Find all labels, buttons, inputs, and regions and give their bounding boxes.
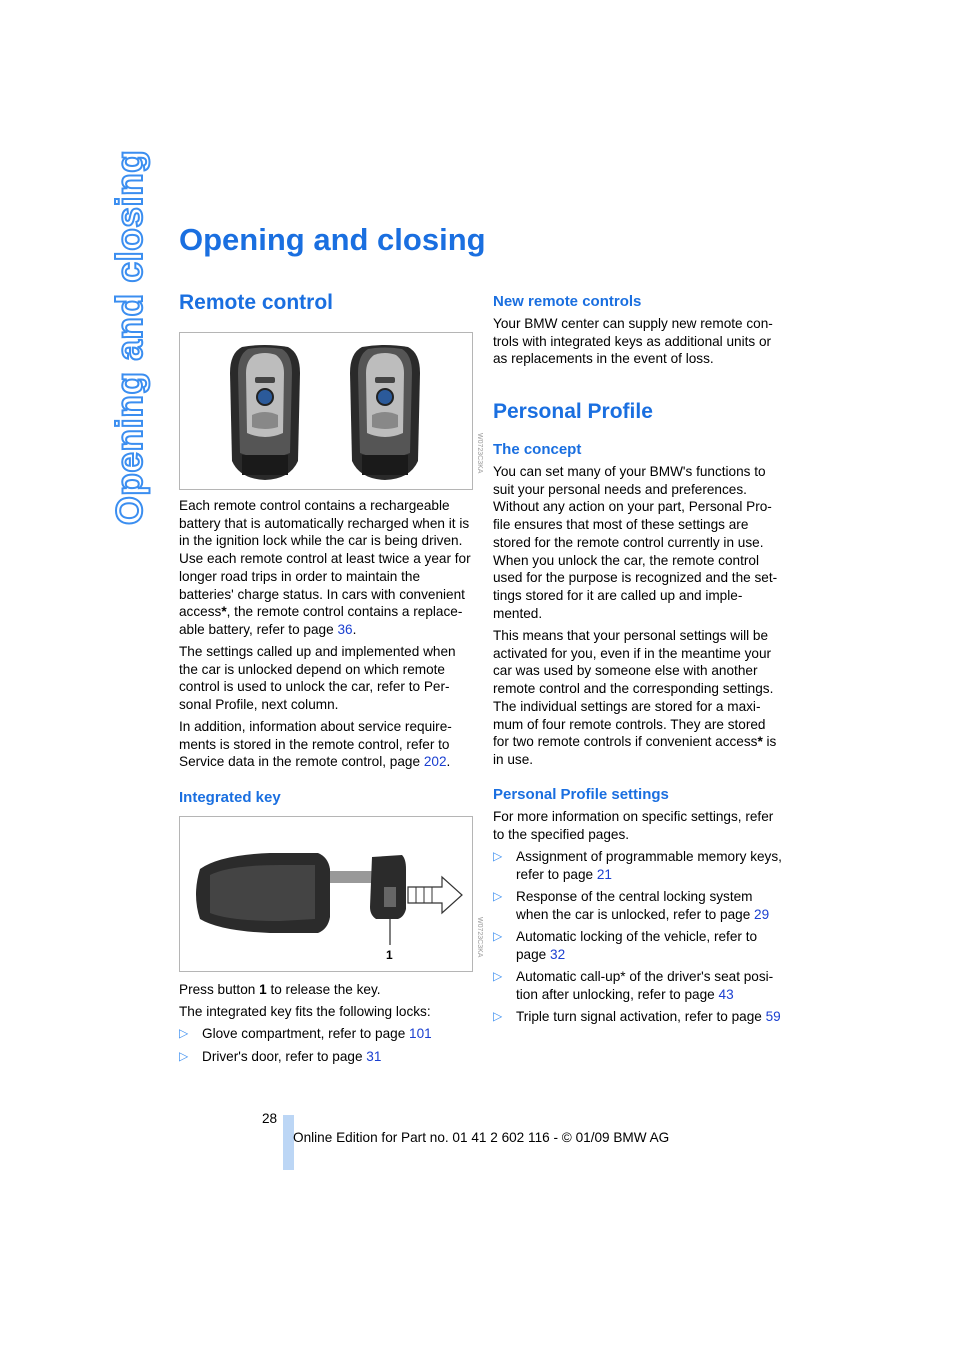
list-item-text: Automatic locking of the vehicle, refer to page 32 <box>516 929 758 962</box>
paragraph-text: , the remote control contains a replace-able battery, refer to page <box>179 604 463 637</box>
paragraph-text: to release the key. <box>266 982 381 997</box>
bullet-arrow-icon: ▷ <box>493 849 503 863</box>
side-tab-label: Opening and closing <box>109 149 150 525</box>
page-link[interactable]: 59 <box>765 1009 781 1024</box>
integrated-key-heading: Integrated key <box>179 789 281 806</box>
page-link[interactable]: 21 <box>596 866 612 882</box>
bullet-arrow-icon: ▷ <box>179 1026 189 1040</box>
list-item-text: Automatic call-up* of the driver's seat posi-tion after unlocking, refer to page 43 <box>516 969 774 1002</box>
page-link[interactable]: 29 <box>754 906 770 922</box>
profile-settings-intro: For more information on specific settings, refer to the specified pages. <box>493 809 774 842</box>
list-item-text: Assignment of programmable memory keys, refer to page 21 <box>516 849 782 882</box>
remote-control-paragraph-1: Each remote control contains a rechargeable battery that is automatically recharged when it is in the ignition lock while the car is being driven. Use each remote control at least twice a year for longer road trips in order to maintain the batteries' charge status. In cars with convenient access*, the remote control contains a replace-able battery, refer to page 36. <box>179 498 471 637</box>
page-link[interactable]: 36 <box>337 621 353 637</box>
concept-paragraph-1: You can set many of your BMW's functions to suit your personal needs and preferences. Without any action on your part, Personal Pro-file ensures that most of these settings are stored for the remote control currently in use. When you unlock the car, the remote control used for the purpose is recognized and the set-tings stored for it are called up and imple-mented. <box>493 464 778 621</box>
remote-key-left <box>230 345 300 480</box>
figure-code: W0723C3KA <box>476 433 483 474</box>
remote-control-paragraph-2: The settings called up and implemented when the car is unlocked depend on which remote control is used to unlock the car, refer to Per-sonal Profile, next column. <box>179 644 456 713</box>
integrated-key-figure <box>179 816 483 972</box>
profile-settings-heading: Personal Profile settings <box>493 786 669 803</box>
side-tab <box>108 149 152 525</box>
bullet-arrow-icon: ▷ <box>179 1049 189 1063</box>
page-number: 28 <box>262 1111 278 1126</box>
personal-profile-heading: Personal Profile <box>493 400 653 423</box>
bullet-arrow-icon: ▷ <box>493 889 503 903</box>
paragraph-text: This means that your personal settings will be activated for you, even if in the meantime your car was used by someone else with another remote control and the corresponding settings. The individual settings are stored for a maxi-mum of four remote controls. They are stored for two remote controls if convenient access <box>493 628 774 750</box>
remote-key-right <box>350 345 420 480</box>
bullet-arrow-icon: ▷ <box>493 1009 503 1023</box>
bullet-arrow-icon: ▷ <box>493 969 503 983</box>
new-remote-controls-heading: New remote controls <box>493 293 642 310</box>
page-link[interactable]: 202 <box>423 754 447 770</box>
page-link[interactable]: 32 <box>550 946 566 962</box>
list-item-text: Triple turn signal activation, refer to page 59 <box>516 1009 781 1024</box>
asterisk: * <box>221 604 227 620</box>
list-item-text: Driver's door, refer to page 31 <box>202 1049 382 1064</box>
locks-intro: The integrated key fits the following locks: <box>179 1004 431 1019</box>
list-item-text: Glove compartment, refer to page 101 <box>202 1026 432 1041</box>
paragraph-text: In addition, information about service require-ments is stored in the remote control, refer to Service data in the remote control, page <box>179 719 452 770</box>
integrated-key-illustration <box>180 817 472 971</box>
remote-control-paragraph-3: In addition, information about service require-ments is stored in the remote control, refer to Service data in the remote control, page 202. <box>179 719 452 770</box>
footer-text: Online Edition for Part no. 01 41 2 602 116 - © 01/09 BMW AG <box>293 1130 670 1145</box>
remote-control-heading: Remote control <box>179 291 334 314</box>
asterisk: * <box>757 734 763 750</box>
remote-keys-illustration <box>180 333 472 489</box>
bullet-arrow-icon: ▷ <box>493 929 503 943</box>
page-title: Opening and closing <box>179 222 486 257</box>
page-link[interactable]: 43 <box>718 986 734 1002</box>
concept-paragraph-2 <box>493 627 785 769</box>
concept-heading: The concept <box>493 441 582 458</box>
press-button-text <box>179 981 471 999</box>
new-remote-controls-text: Your BMW center can supply new remote con-trols with integrated keys as additional units or as replacements in the event of loss. <box>493 316 773 367</box>
button-callout: 1 <box>386 948 393 962</box>
paragraph-text: is in use. <box>493 734 777 767</box>
paragraph-text: Press button <box>179 982 260 997</box>
figure-code: W0723C3KA <box>476 917 483 958</box>
page-link[interactable]: 101 <box>409 1026 432 1041</box>
list-item-text: Response of the central locking system when the car is unlocked, refer to page 29 <box>516 889 770 922</box>
paragraph-text: Each remote control contains a rechargeable battery that is automatically recharged when it is in the ignition lock while the car is being driven. Use each remote control at least twice a year for longer road trips in order to maintain the batteries' charge status. In cars with convenient access <box>179 498 471 620</box>
remote-control-figure <box>179 332 483 490</box>
page-link[interactable]: 31 <box>366 1049 382 1064</box>
button-reference: 1 <box>259 982 267 997</box>
